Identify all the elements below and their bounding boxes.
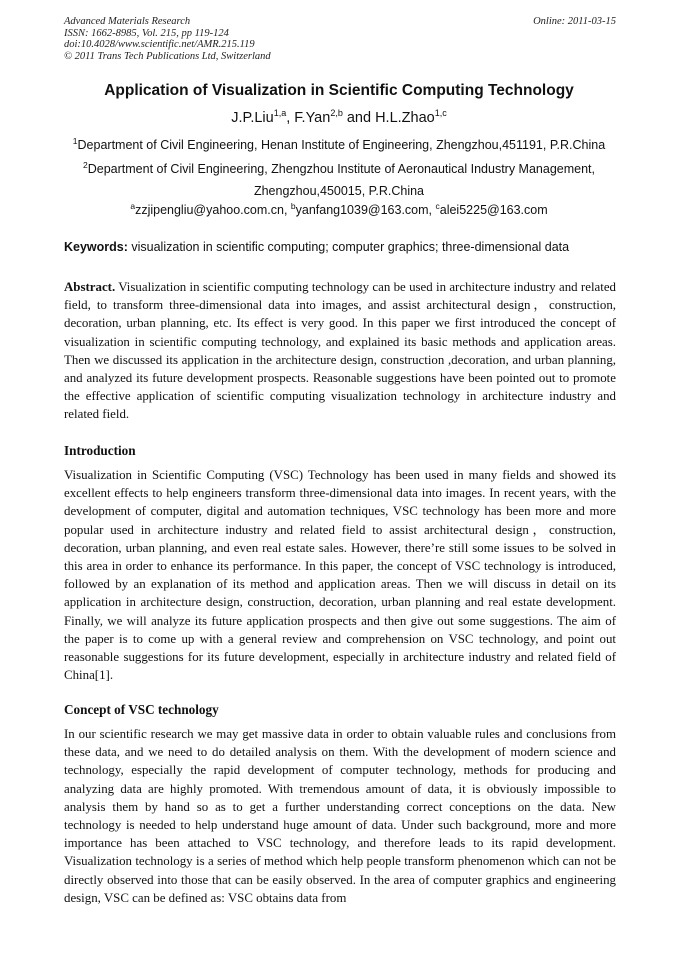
affiliation-2: [60, 158, 618, 202]
email-address: yanfang1039@163.com,: [295, 203, 436, 217]
affiliation-text: Department of Civil Engineering, Zhengzhou Institute of Aeronautical Industry Management, Zhengzhou,450015, P.R.China: [87, 162, 595, 198]
doi-line: doi:10.4028/www.scientific.net/AMR.215.119: [64, 39, 255, 50]
author-emails: [0, 203, 678, 217]
affiliation-number: 1: [72, 136, 78, 146]
journal-header: [64, 16, 616, 62]
email-superscript: a: [130, 201, 136, 211]
abstract-label: Abstract.: [64, 280, 116, 294]
keywords-line: [64, 240, 616, 254]
email-address: alei5225@163.com: [439, 203, 548, 217]
email-superscript: c: [435, 201, 440, 211]
section-heading-concept: Concept of VSC technology: [64, 702, 219, 717]
author-name: F.Yan: [294, 110, 331, 126]
keywords-text: visualization in scientific computing; computer graphics; three-dimensional data: [127, 240, 570, 254]
author-list: [0, 110, 678, 126]
section-heading-introduction: Introduction: [64, 443, 136, 458]
author-separator: and: [342, 110, 376, 126]
online-date: Online: 2011-03-15: [533, 16, 616, 27]
concept-paragraph: In our scientific research we may get massive data in order to obtain valuable rules and conclusions from these data, and we need to do detailed analysis on them. With the development of modern science and technology, especially the rapid development of computer technology, methods for producing and analyzing data are highly promoted. With tremendous amount of data, it is obviously impossible to analysis them by hand so as to get a further understanding correct conceptions on the data. New technology is needed to help understand huge amount of data. Under such background, more and more importance has been attached to VSC technology, and therefore leads to its rapid development. Visualization technology is a series of method which help people transform phenomenon which can not be directly observed into those that can be easily observed. In the area of computer graphics and engineering design, VSC can be defined as: VSC obtains data from: [64, 727, 616, 905]
issn-line: ISSN: 1662-8985, Vol. 215, pp 119-124: [64, 27, 229, 39]
affiliation-number: 2: [83, 160, 88, 170]
paper-title: Application of Visualization in Scientific Computing Technology: [104, 82, 574, 99]
abstract-text: Visualization in scientific computing technology can be used in architecture industry and related field, to transform three-dimensional data into images, and assist architectural design，construction, decoration, urban planning, etc. Its effect is very good. In this paper we first introduced the concept of visualization in scientific computing technology, and explained its basic methods and application areas. Then we discussed its application in the architecture design, construction ,decoration, and urban planning, and analyzed its future development prospects. Reasonable suggestions have been pointed out to promote the effective application of scientific computing visualization technology in architecture industry and related field.: [64, 280, 616, 422]
author-name: J.P.Liu: [231, 110, 274, 126]
author-superscript: 1,a: [273, 108, 287, 118]
email-address: zzjipengliu@yahoo.com.cn,: [135, 203, 291, 217]
abstract-paragraph: [64, 278, 616, 424]
affiliation-1: [60, 134, 618, 156]
author-separator: ,: [286, 110, 295, 126]
affiliation-text: Department of Civil Engineering, Henan Institute of Engineering, Zhengzhou,451191, P.R.China: [77, 138, 606, 152]
introduction-paragraph: Visualization in Scientific Computing (VSC) Technology has been used in many fields and showed its excellent effects to help engineers transform three-dimensional data into images. In recent years, with the development of computer, digital and automation techniques, VSC technology has been more and more popular used in architecture industry and related field to assist architectural design，construction, decoration, urban planning, and even real estate sales. However, there’re still some issues to be solved in this area in order to enhance its performance. In this paper, the concept of VSC technology is introduced, followed by an explanation of its method and application areas. Then we will discuss in detail on its application in architecture design, construction, decoration, urban planning and real estate development. Finally, we will analyze its future application prospects and then give out some suggestions. The aim of the paper is to come up with a general review and comprehension on VSC technology, and point out reasonable suggestions for its future development, especially in architecture industry and related field of China[1].: [64, 468, 616, 683]
email-superscript: b: [290, 201, 296, 211]
author-superscript: 1,c: [434, 108, 447, 118]
journal-name: Advanced Materials Research: [64, 16, 191, 27]
author-name: H.L.Zhao: [375, 110, 435, 126]
author-superscript: 2,b: [330, 108, 343, 118]
copyright-line: © 2011 Trans Tech Publications Ltd, Switzerland: [64, 50, 271, 62]
keywords-label: Keywords:: [64, 240, 128, 254]
